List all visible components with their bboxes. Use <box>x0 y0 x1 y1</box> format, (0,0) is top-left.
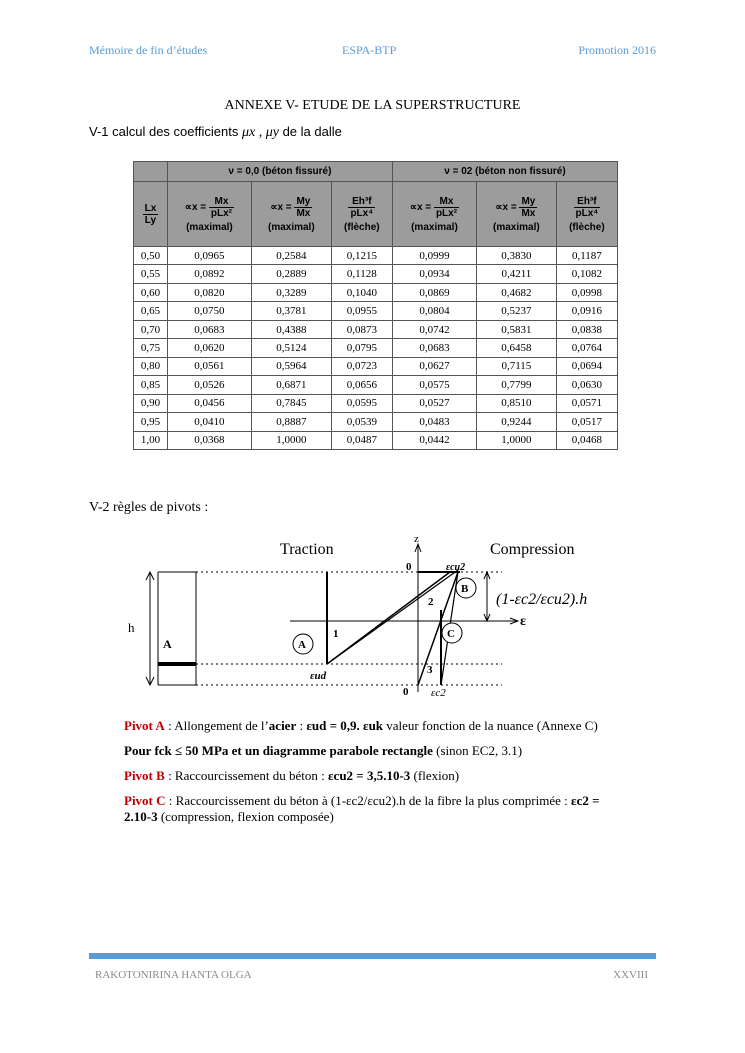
c5-den: Mx <box>521 207 536 219</box>
section-a-label: A <box>163 637 172 651</box>
pivot-a-acier: acier <box>268 718 297 733</box>
table-cell: 0,0456 <box>167 394 251 412</box>
table-cell: 0,75 <box>134 339 168 357</box>
c3-label: (flèche) <box>344 221 380 233</box>
table-cell: 0,0483 <box>392 413 476 431</box>
pivot-c-equation: εc2 = <box>571 793 600 808</box>
pivot-a-label: A <box>298 639 306 651</box>
c2-num: My <box>296 195 311 207</box>
traction-label: Traction <box>280 541 334 558</box>
table-cell: 0,95 <box>134 413 168 431</box>
table-row <box>134 394 618 412</box>
section1-prefix: V-1 calcul des coefficients <box>89 124 239 139</box>
ratio-num: Lx <box>144 202 157 214</box>
eps-c2-label: εc2 <box>431 687 446 699</box>
note-pivot-b <box>124 768 459 784</box>
c4-label: (maximal) <box>411 221 458 233</box>
note-fck <box>124 743 522 759</box>
fck-condition: Pour fck ≤ 50 MPa et un diagramme parabole rectangle <box>124 743 433 758</box>
section1-heading <box>89 124 342 141</box>
table-row <box>134 247 618 265</box>
table-cell: 0,0934 <box>392 265 476 283</box>
c2-lhs: ∝x = <box>270 201 292 213</box>
c2-den: Mx <box>296 207 311 219</box>
col-header-1 <box>167 182 251 247</box>
table-row <box>134 376 618 394</box>
table-row <box>134 431 618 449</box>
table-cell: 0,3289 <box>251 283 331 301</box>
table-cell: 0,0539 <box>331 413 392 431</box>
table-cell: 0,0526 <box>167 376 251 394</box>
table-cell: 0,0368 <box>167 431 251 449</box>
header-right: Promotion 2016 <box>578 43 656 57</box>
table-cell: 0,8887 <box>251 413 331 431</box>
table-cell: 0,0620 <box>167 339 251 357</box>
eps-cu2-label: εcu2 <box>446 562 466 573</box>
col-header-ratio <box>134 182 168 247</box>
pivot-a-text3: valeur fonction de la nuance (Annexe C) <box>383 718 598 733</box>
zero-top-label: 0 <box>406 561 412 573</box>
table-cell: 0,60 <box>134 283 168 301</box>
pivot-c-rest: (compression, flexion composée) <box>157 809 334 824</box>
table-cell: 0,70 <box>134 320 168 338</box>
table-cell: 0,0965 <box>167 247 251 265</box>
compression-label: Compression <box>490 541 575 558</box>
header-left: Mémoire de fin d’études <box>89 43 208 57</box>
c1-num: Mx <box>209 196 234 208</box>
table-row <box>134 320 618 338</box>
table-cell: 0,6871 <box>251 376 331 394</box>
note-pivot-c-cont <box>124 809 334 825</box>
table-cell: 0,7115 <box>476 357 556 375</box>
c6-num: Eh³f <box>574 196 601 208</box>
table-row <box>134 265 618 283</box>
table-cell: 0,0595 <box>331 394 392 412</box>
pivot-diagram <box>120 530 620 710</box>
table-cell: 0,55 <box>134 265 168 283</box>
c1-label: (maximal) <box>186 221 233 233</box>
table-row <box>134 283 618 301</box>
table-cell: 0,0892 <box>167 265 251 283</box>
header-center: ESPA-BTP <box>342 43 397 57</box>
table-cell: 0,6458 <box>476 339 556 357</box>
table-cell: 0,80 <box>134 357 168 375</box>
coefficient-table <box>133 161 618 450</box>
table-cell: 0,85 <box>134 376 168 394</box>
table-row <box>134 339 618 357</box>
table-cell: 0,0410 <box>167 413 251 431</box>
group-header-non-fissure: ν = 02 (béton non fissuré) <box>392 162 617 182</box>
footer-page-number: XXVIII <box>613 969 648 981</box>
table-cell: 0,4211 <box>476 265 556 283</box>
table-cell: 0,0916 <box>556 302 617 320</box>
table-cell: 0,0804 <box>392 302 476 320</box>
table-cell: 0,0571 <box>556 394 617 412</box>
table-cell: 0,50 <box>134 247 168 265</box>
h-label: h <box>128 620 135 635</box>
pivot-a-equation: εud = 0,9. εuk <box>306 718 384 733</box>
pivot-a-text1: : Allongement de l’ <box>164 718 269 733</box>
table-cell: 0,4682 <box>476 283 556 301</box>
c3-num: Eh³f <box>348 196 375 208</box>
pivot-c-title: Pivot C <box>124 793 166 808</box>
c5-lhs: ∝x = <box>495 201 517 213</box>
c6-label: (flèche) <box>569 221 605 233</box>
table-row <box>134 302 618 320</box>
pivot-c-text: : Raccourcissement du béton à (1-εc2/εcu2).h de la fibre la plus comprimée : <box>165 793 572 808</box>
section1-symbols: μx , μy <box>241 125 279 140</box>
table-row <box>134 413 618 431</box>
pivot-a-text2: : <box>296 718 307 733</box>
group-header-fissure: ν = 0,0 (béton fissuré) <box>167 162 392 182</box>
pivot-b-equation: εcu2 = 3,5.10-3 <box>328 768 411 783</box>
table-cell: 0,0683 <box>392 339 476 357</box>
dim-label: (1-εc2/εcu2).h <box>496 591 588 608</box>
table-cell: 0,0764 <box>556 339 617 357</box>
table-row <box>134 357 618 375</box>
table-cell: 0,0838 <box>556 320 617 338</box>
table-cell: 0,0750 <box>167 302 251 320</box>
table-cell: 1,0000 <box>251 431 331 449</box>
table-cell: 0,0527 <box>392 394 476 412</box>
table-cell: 0,5237 <box>476 302 556 320</box>
col-header-4 <box>392 182 476 247</box>
table-cell: 0,0468 <box>556 431 617 449</box>
col-header-5 <box>476 182 556 247</box>
c6-den: pLx⁴ <box>575 207 599 219</box>
footer-divider <box>89 953 656 959</box>
table-cell: 0,0955 <box>331 302 392 320</box>
table-cell: 0,0742 <box>392 320 476 338</box>
table-cell: 0,1187 <box>556 247 617 265</box>
z-label: z <box>414 533 419 545</box>
pivot-b-label: B <box>461 583 469 595</box>
note-pivot-c <box>124 793 600 809</box>
pivot-b-title: Pivot B <box>124 768 165 783</box>
pivot-c-label: C <box>447 628 455 640</box>
table-cell: 0,7799 <box>476 376 556 394</box>
ratio-den: Ly <box>144 214 157 226</box>
zero-bottom-label: 0 <box>403 686 409 698</box>
table-cell: 0,0627 <box>392 357 476 375</box>
c5-num: My <box>521 195 536 207</box>
domain-3-label: 3 <box>427 664 433 676</box>
section2-heading: V-2 règles de pivots : <box>89 500 209 515</box>
table-cell: 0,8510 <box>476 394 556 412</box>
table-cell: 0,0999 <box>392 247 476 265</box>
table-cell: 0,65 <box>134 302 168 320</box>
pivot-b-rest: (flexion) <box>410 768 460 783</box>
c3-den: pLx⁴ <box>350 207 374 219</box>
fck-rest: (sinon EC2, 3.1) <box>432 743 523 758</box>
pivot-c-value: 2.10-3 <box>124 809 158 824</box>
table-cell: 0,1040 <box>331 283 392 301</box>
epsilon-label: ε <box>520 614 526 629</box>
table-cell: 0,0820 <box>167 283 251 301</box>
table-cell: 0,5124 <box>251 339 331 357</box>
table-cell: 0,3830 <box>476 247 556 265</box>
pivot-b-text: : Raccourcissement du béton : <box>164 768 328 783</box>
table-cell: 0,0517 <box>556 413 617 431</box>
table-cell: 0,1082 <box>556 265 617 283</box>
c4-den: pLx² <box>435 207 458 219</box>
col-header-2 <box>251 182 331 247</box>
col-header-6 <box>556 182 617 247</box>
table-cell: 0,0998 <box>556 283 617 301</box>
table-cell: 1,0000 <box>476 431 556 449</box>
table-cell: 0,0869 <box>392 283 476 301</box>
c1-den: pLx² <box>210 207 233 219</box>
table-cell: 0,1128 <box>331 265 392 283</box>
eps-ud-label: εud <box>310 670 327 682</box>
table-cell: 0,2584 <box>251 247 331 265</box>
annex-title: ANNEXE V- ETUDE DE LA SUPERSTRUCTURE <box>224 98 521 113</box>
domain-2-label: 2 <box>428 596 434 608</box>
footer-author: RAKOTONIRINA HANTA OLGA <box>95 969 252 981</box>
table-cell: 0,0442 <box>392 431 476 449</box>
table-cell: 0,0575 <box>392 376 476 394</box>
table-cell: 0,0561 <box>167 357 251 375</box>
domain-1-label: 1 <box>333 628 339 640</box>
table-cell: 0,3781 <box>251 302 331 320</box>
c1-lhs: ∝x = <box>184 201 207 213</box>
table-cell: 0,5831 <box>476 320 556 338</box>
table-cell: 0,2889 <box>251 265 331 283</box>
table-cell: 0,7845 <box>251 394 331 412</box>
col-header-3 <box>331 182 392 247</box>
table-cell: 0,0487 <box>331 431 392 449</box>
pivot-a-title: Pivot A <box>124 718 165 733</box>
c5-label: (maximal) <box>493 221 540 233</box>
table-cell: 0,90 <box>134 394 168 412</box>
domain-2-line <box>327 570 458 664</box>
c4-lhs: ∝x = <box>409 201 432 213</box>
table-cell: 0,1215 <box>331 247 392 265</box>
table-cell: 0,0795 <box>331 339 392 357</box>
table-cell: 0,0694 <box>556 357 617 375</box>
table-cell: 0,0630 <box>556 376 617 394</box>
table-corner <box>134 162 168 182</box>
table-cell: 0,9244 <box>476 413 556 431</box>
note-pivot-a <box>124 718 598 734</box>
steel-bar <box>158 662 196 666</box>
table-cell: 0,0656 <box>331 376 392 394</box>
c4-num: Mx <box>434 196 459 208</box>
c2-label: (maximal) <box>267 221 315 233</box>
table-cell: 0,4388 <box>251 320 331 338</box>
coefficient-table-body <box>134 247 618 450</box>
table-cell: 0,0873 <box>331 320 392 338</box>
table-cell: 0,0683 <box>167 320 251 338</box>
table-cell: 0,5964 <box>251 357 331 375</box>
table-cell: 1,00 <box>134 431 168 449</box>
table-cell: 0,0723 <box>331 357 392 375</box>
section1-suffix: de la dalle <box>282 124 342 139</box>
